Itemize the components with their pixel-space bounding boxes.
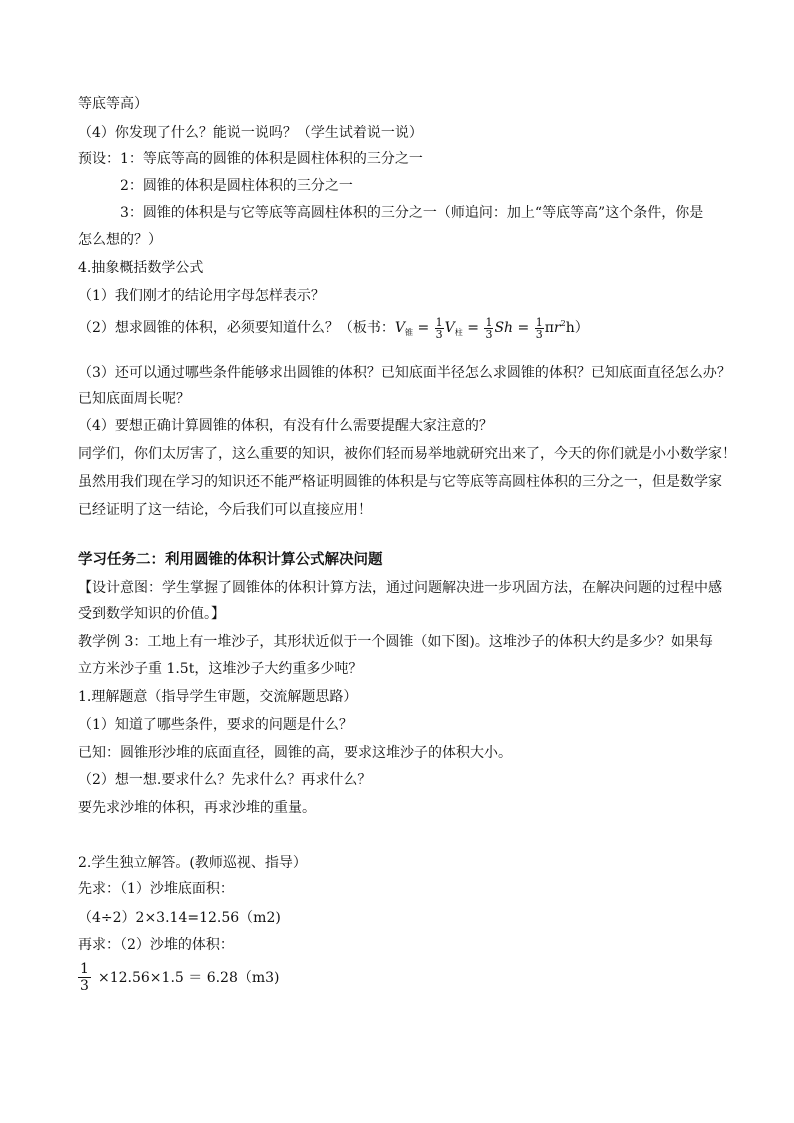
text-line: 已经证明了这一结论，今后我们可以直接应用！ (78, 502, 372, 518)
formula-exponent: 2 (560, 319, 566, 328)
formula-close: ） (574, 320, 589, 336)
formula-fraction: $\frac{1}{3}$ (435, 315, 443, 341)
text-line: 已知底面周长呢？ (78, 391, 190, 407)
text-line: 预设：1：等底等高的圆锥的体积是圆柱体积的三分之一 (78, 151, 423, 167)
text-line: 再求：（2）沙堆的体积： (78, 937, 234, 953)
formula-eq: = (467, 320, 479, 336)
formula-sub-cyl: 柱 (454, 328, 463, 337)
section-heading: 学习任务二：利用圆锥的体积计算公式解决问题 (78, 552, 383, 568)
text-line: 要先求沙堆的体积，再求沙堆的重量。 (78, 800, 316, 816)
formula-h: h (565, 320, 575, 336)
text-line: （2）想一想.要求什么？先求什么？再求什么？ (78, 772, 372, 788)
text-line: 已知：圆锥形沙堆的底面直径，圆锥的高，要求这堆沙子的体积大小。 (78, 745, 512, 761)
text-line: ×12.56×1.5 ＝ 6.28（m3) (98, 970, 280, 986)
text-line: （3）还可以通过哪些条件能够求出圆锥的体积？已知底面半径怎么求圆锥的体积？已知底面直径怎么办？ (78, 365, 731, 381)
text-line: 等底等高） (78, 96, 148, 112)
text-line: 先求：（1）沙堆底面积： (78, 881, 234, 897)
text-line: （4）你发现了什么？能说一说吗？（学生试着说一说） (78, 125, 423, 141)
formula-v: V (444, 320, 455, 336)
text-line: 虽然用我们现在学习的知识还不能严格证明圆锥的体积是与它等底等高圆柱体积的三分之一，但是数学家 (78, 474, 722, 490)
text-line: 受到数学知识的价值。】 (78, 606, 225, 622)
text-line: 1.理解题意（指导学生审题，交流解题思路） (78, 689, 358, 705)
formula-v: V (394, 320, 406, 336)
text-line: 4.抽象概括数学公式 (78, 260, 204, 276)
text-line: 立方米沙子重 1.5t，这堆沙子大约重多少吨？ (78, 661, 363, 677)
text-segment: （2）想求圆锥的体积，必须要知道什么？（板书： (78, 320, 395, 336)
fraction-denominator: 3 (80, 978, 89, 994)
formula-r: r (553, 320, 561, 336)
formula-eq: = (517, 320, 530, 336)
text-line: 教学例 3：工地上有一堆沙子，其形状近似于一个圆锥（如下图)。这堆沙子的体积大约是多少？如果每 (78, 634, 713, 650)
fraction-numerator: 1 (80, 961, 89, 977)
text-line: （4÷2）2×3.14=12.56（m2) (78, 910, 281, 926)
result-fraction (78, 961, 91, 994)
text-line: 【设计意图：学生掌握了圆锥体的体积计算方法，通过问题解决进一步巩固方法，在解决问题的过程中感 (78, 580, 722, 596)
text-line: 3：圆锥的体积是与它等底等高圆柱体积的三分之一（师追问：加上“等底等高”这个条件，你是 (120, 205, 704, 221)
formula-fraction: $\frac{1}{3}$ (535, 315, 543, 341)
formula-sub-cone: 锥 (405, 328, 414, 337)
formula-fraction: $\frac{1}{3}$ (485, 315, 493, 341)
formula-eq: = (417, 320, 430, 336)
text-line: （4）要想正确计算圆锥的体积，有没有什么需要提醒大家注意的？ (78, 418, 493, 434)
text-line: 同学们，你们太厉害了，这么重要的知识，被你们轻而易举地就研究出来了，今天的你们就是小小数学家！ (78, 446, 736, 462)
text-line: 怎么想的？） (78, 232, 162, 248)
formula-pi: π (544, 320, 554, 336)
text-line: （1）我们刚才的结论用字母怎样表示？ (78, 288, 325, 304)
formula-sh: Sh (494, 320, 514, 336)
text-line: 2.学生独立解答。(教师巡视、指导） (78, 855, 307, 871)
text-line: 2：圆锥的体积是圆柱体积的三分之一 (120, 178, 353, 194)
text-line: （1）知道了哪些条件，要求的问题是什么？ (78, 717, 353, 733)
formula-line (78, 314, 589, 343)
